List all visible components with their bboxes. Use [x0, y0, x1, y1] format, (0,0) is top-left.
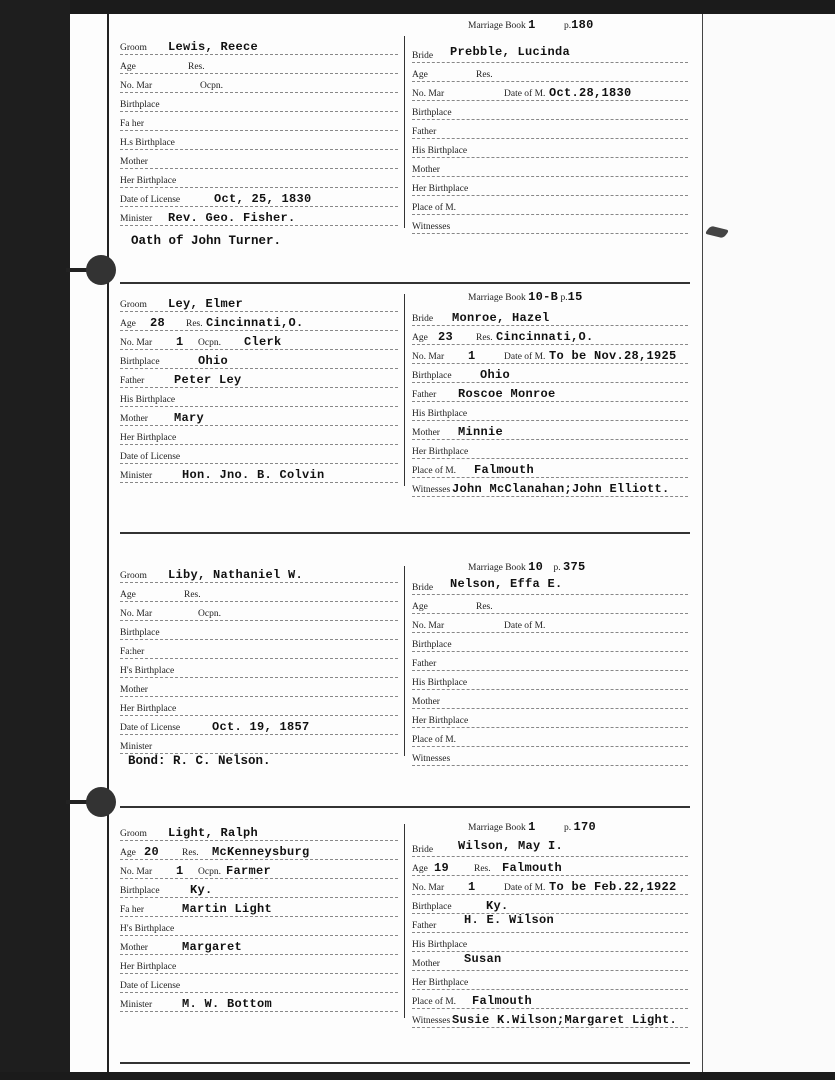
groom-card-4 — [120, 822, 398, 1014]
label-date-of-license: Date of License — [120, 981, 181, 991]
label-mother: Mother — [412, 959, 440, 969]
label-mother: Mother — [120, 157, 148, 167]
label-father: Father — [412, 390, 437, 400]
label-father: Fa her — [120, 119, 145, 129]
label-no-mar: No. Mar — [120, 609, 153, 619]
column-divider — [404, 294, 405, 486]
card-separator — [120, 282, 690, 284]
groom-father: Martin Light — [182, 902, 273, 916]
label-date-of-m: Date of M. — [504, 621, 546, 631]
label-her-birthplace: Her Birthplace — [120, 433, 177, 443]
label-her-birthplace: Her Birthplace — [412, 978, 469, 988]
scan-border-top — [0, 0, 835, 14]
label-groom: Groom — [120, 571, 147, 581]
label-his-birthplace: His Birthplace — [412, 678, 468, 688]
right-margin-line — [702, 14, 703, 1072]
date-of-marriage: To be Feb.22,1922 — [549, 880, 677, 894]
record-note: Bond: R. C. Nelson. — [128, 754, 271, 768]
card-separator — [120, 532, 690, 534]
left-margin-line — [107, 14, 109, 1072]
label-res: Res. — [186, 319, 203, 329]
bride-no-mar: 1 — [468, 880, 476, 894]
label-her-birthplace: Her Birthplace — [412, 184, 469, 194]
label-age: Age — [412, 70, 428, 80]
groom-no-mar: 1 — [176, 864, 184, 878]
label-father: Father — [120, 376, 145, 386]
bride-mother: Minnie — [458, 425, 504, 439]
label-mother: Mother — [120, 943, 148, 953]
label-his-birthplace: H's Birthplace — [120, 666, 175, 676]
label-place-of-m: Place of M. — [412, 997, 457, 1007]
label-age: Age — [412, 602, 428, 612]
witnesses: John McClanahan;John Elliott. — [452, 482, 670, 496]
bride-mother: Susan — [464, 952, 502, 966]
groom-card-3 — [120, 564, 398, 756]
card-separator — [120, 1062, 690, 1064]
bride-name: Monroe, Hazel — [452, 311, 550, 325]
label-groom: Groom — [120, 829, 147, 839]
date-of-license: Oct, 25, 1830 — [214, 192, 312, 206]
label-birthplace: Birthplace — [120, 100, 160, 110]
label-birthplace: Birthplace — [120, 886, 160, 896]
label-father: Father — [412, 127, 437, 137]
bride-res: Falmouth — [502, 861, 563, 875]
label-father: Fa her — [120, 905, 145, 915]
label-minister: Minister — [120, 742, 153, 752]
column-divider — [404, 824, 405, 1018]
label-age: Age — [120, 590, 136, 600]
label-res: Res. — [188, 62, 205, 72]
page-number: 375 — [563, 560, 586, 574]
label-mother: Mother — [412, 697, 440, 707]
label-res: Res. — [184, 590, 201, 600]
label-place-of-m: Place of M. — [412, 466, 457, 476]
bride-age: 23 — [438, 330, 454, 344]
label-no-mar: No. Mar — [412, 352, 445, 362]
label-no-mar: No. Mar — [412, 621, 445, 631]
minister: Hon. Jno. B. Colvin — [182, 468, 325, 482]
label-bride: Bride — [412, 583, 434, 593]
label-mother: Mother — [120, 414, 148, 424]
label-birthplace: Birthplace — [412, 108, 452, 118]
label-mother: Mother — [412, 428, 440, 438]
groom-name: Ley, Elmer — [168, 297, 244, 311]
bride-name: Prebble, Lucinda — [450, 45, 571, 59]
label-date-of-m: Date of M. — [504, 883, 546, 893]
groom-name: Light, Ralph — [168, 826, 259, 840]
right-margin — [703, 14, 835, 1072]
groom-age: 28 — [150, 316, 166, 330]
label-witnesses: Witnesses — [412, 754, 451, 764]
page-number: 170 — [573, 820, 597, 834]
label-witnesses: Witnesses — [412, 1016, 451, 1026]
label-her-birthplace: Her Birthplace — [120, 962, 177, 972]
marriage-book-ref — [468, 290, 583, 304]
label-p: p. — [553, 563, 561, 573]
label-mother: Mother — [412, 165, 440, 175]
label-res: Res. — [474, 864, 491, 874]
label-his-birthplace: H.s Birthplace — [120, 138, 175, 148]
groom-card-2 — [120, 293, 398, 485]
minister: Rev. Geo. Fisher. — [168, 211, 296, 225]
label-groom: Groom — [120, 300, 147, 310]
label-mother: Mother — [120, 685, 148, 695]
place-of-marriage: Falmouth — [474, 463, 535, 477]
bride-card-2 — [412, 288, 688, 496]
label-ocpn: Ocpn. — [200, 81, 223, 91]
punch-hole — [86, 787, 116, 817]
marriage-book-ref — [468, 560, 586, 574]
label-marriage-book: Marriage Book — [468, 823, 526, 833]
label-minister: Minister — [120, 471, 153, 481]
label-res: Res. — [476, 602, 493, 612]
label-marriage-book: Marriage Book — [468, 563, 526, 573]
card-separator — [120, 806, 690, 808]
label-her-birthplace: Her Birthplace — [120, 176, 177, 186]
witnesses: Susie K.Wilson;Margaret Light. — [452, 1013, 678, 1027]
label-res: Res. — [476, 70, 493, 80]
label-date-of-license: Date of License — [120, 195, 181, 205]
label-res: Res. — [182, 848, 199, 858]
label-ocpn: Ocpn. — [198, 338, 221, 348]
label-her-birthplace: Her Birthplace — [412, 447, 469, 457]
label-p: p. — [560, 293, 568, 303]
label-birthplace: Birthplace — [412, 371, 452, 381]
groom-birthplace: Ohio — [198, 354, 229, 368]
label-groom: Groom — [120, 43, 147, 53]
label-witnesses: Witnesses — [412, 485, 451, 495]
bride-res: Cincinnati,O. — [496, 330, 594, 344]
page-number: 15 — [567, 290, 583, 304]
groom-mother: Mary — [174, 411, 205, 425]
marriage-book-ref — [468, 18, 594, 32]
groom-res: McKenneysburg — [212, 845, 310, 859]
label-her-birthplace: Her Birthplace — [412, 716, 469, 726]
column-divider — [404, 566, 405, 756]
groom-no-mar: 1 — [176, 335, 184, 349]
label-no-mar: No. Mar — [120, 338, 153, 348]
label-his-birthplace: His Birthplace — [120, 395, 176, 405]
date-of-marriage: To be Nov.28,1925 — [549, 349, 677, 363]
label-father: Fa:her — [120, 647, 145, 657]
bride-name: Wilson, May I. — [458, 839, 564, 853]
label-birthplace: Birthplace — [412, 640, 452, 650]
groom-mother: Margaret — [182, 940, 243, 954]
bride-age: 19 — [434, 861, 450, 875]
label-date-of-license: Date of License — [120, 452, 181, 462]
label-no-mar: No. Mar — [412, 883, 445, 893]
label-minister: Minister — [120, 1000, 153, 1010]
bride-no-mar: 1 — [468, 349, 476, 363]
label-p: p. — [564, 823, 572, 833]
label-ocpn: Ocpn. — [198, 609, 221, 619]
label-date-of-m: Date of M. — [504, 89, 546, 99]
label-his-birthplace: H's Birthplace — [120, 924, 175, 934]
date-of-marriage: Oct.28,1830 — [549, 86, 632, 100]
bride-birthplace: Ky. — [486, 899, 509, 913]
column-divider — [404, 36, 405, 228]
book-number: 1 — [528, 820, 536, 834]
label-place-of-m: Place of M. — [412, 735, 457, 745]
scan-border-left — [0, 0, 70, 1080]
label-place-of-m: Place of M. — [412, 203, 457, 213]
bride-birthplace: Ohio — [480, 368, 511, 382]
label-no-mar: No. Mar — [412, 89, 445, 99]
label-bride: Bride — [412, 51, 434, 61]
bride-father: Roscoe Monroe — [458, 387, 556, 401]
label-minister: Minister — [120, 214, 153, 224]
groom-age: 20 — [144, 845, 160, 859]
groom-birthplace: Ky. — [190, 883, 213, 897]
label-his-birthplace: His Birthplace — [412, 940, 468, 950]
place-of-marriage: Falmouth — [472, 994, 533, 1008]
record-note: Oath of John Turner. — [131, 234, 282, 248]
label-birthplace: Birthplace — [412, 902, 452, 912]
page-number: 180 — [571, 18, 594, 32]
book-number: 10 — [528, 560, 544, 574]
label-ocpn: Ocpn. — [198, 867, 221, 877]
label-no-mar: No. Mar — [120, 867, 153, 877]
bride-name: Nelson, Effa E. — [450, 577, 563, 591]
label-age: Age — [120, 319, 136, 329]
groom-card-1 — [120, 36, 398, 226]
label-p: p. — [564, 21, 572, 31]
label-bride: Bride — [412, 314, 434, 324]
label-age: Age — [120, 62, 136, 72]
label-witnesses: Witnesses — [412, 222, 451, 232]
label-marriage-book: Marriage Book — [468, 293, 526, 303]
label-birthplace: Birthplace — [120, 628, 160, 638]
label-his-birthplace: His Birthplace — [412, 146, 468, 156]
groom-father: Peter Ley — [174, 373, 242, 387]
book-number: 10-B — [528, 290, 559, 304]
label-father: Father — [412, 921, 437, 931]
label-her-birthplace: Her Birthplace — [120, 704, 177, 714]
date-of-license: Oct. 19, 1857 — [212, 720, 310, 734]
bride-father: H. E. Wilson — [464, 913, 555, 927]
marriage-book-ref — [468, 820, 596, 834]
groom-res: Cincinnati,O. — [206, 316, 304, 330]
label-marriage-book: Marriage Book — [468, 21, 526, 31]
label-bride: Bride — [412, 845, 434, 855]
label-date-of-m: Date of M. — [504, 352, 546, 362]
label-age: Age — [412, 333, 428, 343]
label-no-mar: No. Mar — [120, 81, 153, 91]
label-date-of-license: Date of License — [120, 723, 181, 733]
bride-card-4 — [412, 818, 688, 1027]
scan-border-bottom — [0, 1072, 835, 1080]
groom-name: Liby, Nathaniel W. — [168, 568, 304, 582]
label-his-birthplace: His Birthplace — [412, 409, 468, 419]
label-age: Age — [120, 848, 136, 858]
label-birthplace: Birthplace — [120, 357, 160, 367]
bride-card-3 — [412, 558, 688, 764]
minister: M. W. Bottom — [182, 997, 273, 1011]
label-res: Res. — [476, 333, 493, 343]
groom-name: Lewis, Reece — [168, 40, 259, 54]
punch-hole — [86, 255, 116, 285]
book-number: 1 — [528, 18, 536, 32]
groom-ocpn: Clerk — [244, 335, 282, 349]
bride-card-1 — [412, 18, 688, 232]
label-father: Father — [412, 659, 437, 669]
groom-ocpn: Farmer — [226, 864, 272, 878]
label-age: Age — [412, 864, 428, 874]
